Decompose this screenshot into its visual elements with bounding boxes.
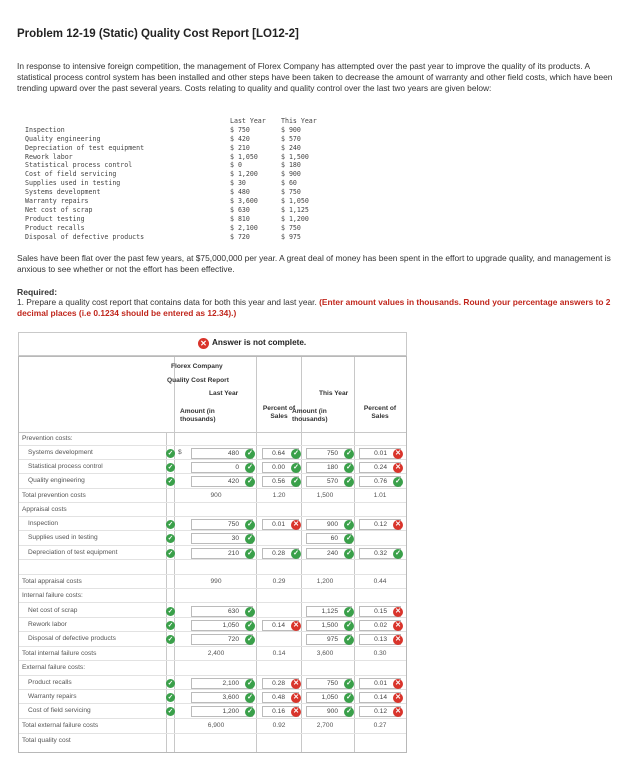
check-icon: ✓ [291, 463, 301, 473]
last-amount-input[interactable]: 2,100 ✓ [191, 678, 253, 689]
prevention-heading: Prevention costs: [22, 435, 73, 442]
check-icon: ✓ [344, 463, 354, 473]
check-icon: ✓ [167, 708, 174, 715]
check-icon: ✓ [344, 534, 354, 544]
this-amount-total: 3,600 [316, 650, 334, 657]
given-data-label: Depreciation of test equipment [25, 143, 145, 152]
this-percent-input[interactable]: 0.01 ✕ [359, 678, 401, 689]
check-icon: ✓ [167, 636, 174, 643]
this-amount-input[interactable]: 240 ✓ [306, 548, 352, 559]
check-icon: ✓ [167, 464, 174, 471]
x-icon: ✕ [291, 621, 301, 631]
given-data-label: Disposal of defective products [25, 232, 145, 241]
last-percent-input[interactable]: 0.48 ✕ [262, 692, 299, 703]
check-icon: ✓ [167, 535, 174, 542]
given-this-value: $ 570 [281, 134, 301, 143]
given-last-value: $ 420 [230, 134, 250, 143]
report-row-label: Rework labor [28, 621, 67, 628]
x-icon: ✕ [393, 520, 403, 530]
check-icon: ✓ [245, 693, 255, 703]
header-this-year: This Year [281, 117, 317, 125]
last-percent-input[interactable]: 0.28 ✕ [262, 678, 299, 689]
given-this-value: $ 1,500 [281, 152, 309, 161]
this-amount-input[interactable]: 900 ✓ [306, 519, 352, 530]
internal-heading: Internal failure costs: [22, 592, 83, 599]
check-icon: ✓ [245, 549, 255, 559]
x-icon: ✕ [393, 693, 403, 703]
given-this-value: $ 1,200 [281, 214, 309, 223]
this-amount-total: 1,200 [316, 578, 334, 585]
report-row-label: Supplies used in testing [28, 534, 98, 541]
quality-cost-report-grid [18, 356, 407, 753]
x-icon: ✕ [291, 679, 301, 689]
problem-title: Problem 12-19 (Static) Quality Cost Report [LO12-2] [17, 28, 299, 40]
last-percent-input[interactable]: 0.00 ✓ [262, 462, 299, 473]
given-data-label: Rework labor [25, 152, 73, 161]
check-icon: ✓ [344, 549, 354, 559]
check-icon: ✓ [245, 534, 255, 544]
check-icon: ✓ [167, 478, 174, 485]
given-this-value: $ 750 [281, 188, 301, 197]
check-icon: ✓ [291, 477, 301, 487]
last-percent-input[interactable]: 0.01 ✕ [262, 519, 299, 530]
this-percent-input[interactable]: 0.15 ✕ [359, 606, 401, 617]
this-year-header: This Year [319, 390, 349, 397]
given-last-value: $ 480 [230, 188, 250, 197]
check-icon: ✓ [245, 463, 255, 473]
x-icon: ✕ [393, 463, 403, 473]
this-amount-input[interactable]: 570 ✓ [306, 476, 352, 487]
x-icon: ✕ [393, 449, 403, 459]
x-circle-icon: ✕ [198, 338, 209, 349]
last-amount-input[interactable]: 0 ✓ [191, 462, 253, 473]
check-icon: ✓ [393, 477, 403, 487]
last-amount-input[interactable]: 480 ✓ [191, 448, 253, 459]
this-amount-input[interactable]: 750 ✓ [306, 678, 352, 689]
check-icon: ✓ [344, 679, 354, 689]
intro-text: In response to intensive foreign competition, the management of Florex Company has attempted over the past year to improve the quality of its products. A statistical process control system has been installed and other steps have been taken to decrease the amount of warranty and other field costs, which have been trending upward over the past several years. Costs relating to quality and quality control over the last two years are given below: [17, 61, 613, 93]
last-amount-total: 2,400 [207, 650, 225, 657]
last-amount-total: 6,900 [207, 722, 225, 729]
this-amount-input[interactable]: 1,050 ✓ [306, 692, 352, 703]
given-data-label: Product testing [25, 214, 85, 223]
check-icon: ✓ [344, 693, 354, 703]
this-percent-header: Percent of Sales [363, 405, 397, 420]
report-row-label: Depreciation of test equipment [28, 549, 118, 556]
this-percent-input[interactable]: 0.12 ✕ [359, 519, 401, 530]
dollar-sign: $ [178, 449, 182, 456]
check-icon: ✓ [245, 449, 255, 459]
report-row-label: Net cost of scrap [28, 607, 78, 614]
x-icon: ✕ [291, 693, 301, 703]
last-percent-total: 1.20 [272, 492, 286, 499]
last-percent-input[interactable]: 0.64 ✓ [262, 448, 299, 459]
report-row-label: Cost of field servicing [28, 707, 91, 714]
this-amount-input[interactable]: 1,500 ✓ [306, 620, 352, 631]
given-last-value: $ 1,050 [230, 152, 258, 161]
required-text: 1. Prepare a quality cost report that contains data for both this year and last year. (Enter amount values in thousands. Round your percentage answers to 2 decimal places (i.e 0.1234 should be entered as 12.34).) [17, 297, 611, 318]
last-amount-total: 900 [210, 492, 222, 499]
check-icon: ✓ [344, 635, 354, 645]
x-icon: ✕ [393, 621, 403, 631]
this-amount-input[interactable]: 60 ✓ [306, 533, 352, 544]
given-last-value: $ 750 [230, 125, 250, 134]
given-data-label: Warranty repairs [25, 197, 89, 206]
given-data-label: Inspection [25, 125, 65, 134]
this-percent-input[interactable]: 0.12 ✕ [359, 706, 401, 717]
x-icon: ✕ [393, 607, 403, 617]
report-row-label: Warranty repairs [28, 693, 77, 700]
given-this-value: $ 750 [281, 223, 301, 232]
last-amount-input[interactable]: 750 ✓ [191, 519, 253, 530]
check-icon: ✓ [245, 679, 255, 689]
this-percent-input[interactable]: 0.24 ✕ [359, 462, 401, 473]
check-icon: ✓ [245, 607, 255, 617]
check-icon: ✓ [393, 549, 403, 559]
total-internal-label: Total internal failure costs [22, 650, 97, 657]
given-data-label: Product recalls [25, 223, 85, 232]
this-percent-total: 0.30 [373, 650, 387, 657]
given-this-value: $ 1,125 [281, 205, 309, 214]
x-icon: ✕ [393, 707, 403, 717]
this-percent-input[interactable]: 0.14 ✕ [359, 692, 401, 703]
last-year-header: Last Year [209, 390, 239, 397]
required-label: Required: [17, 287, 58, 297]
given-last-value: $ 810 [230, 214, 250, 223]
answer-status-banner [18, 332, 407, 356]
given-data-label: Cost of field servicing [25, 170, 117, 179]
appraisal-heading: Appraisal costs [22, 506, 67, 513]
last-amount-input[interactable]: 1,200 ✓ [191, 706, 253, 717]
report-row-label: Systems development [28, 449, 93, 456]
given-last-value: $ 3,600 [230, 197, 258, 206]
check-icon: ✓ [291, 549, 301, 559]
given-data-label: Quality engineering [25, 134, 101, 143]
company-name: Florex Company [171, 363, 223, 370]
total-quality-label: Total quality cost [22, 737, 71, 744]
this-amount-input[interactable]: 180 ✓ [306, 462, 352, 473]
given-data-label: Supplies used in testing [25, 179, 121, 188]
last-percent-total: 0.92 [272, 722, 286, 729]
given-data-label: Systems development [25, 188, 101, 197]
report-row-label: Statistical process control [28, 463, 103, 470]
given-this-value: $ 975 [281, 232, 301, 241]
check-icon: ✓ [245, 520, 255, 530]
check-icon: ✓ [344, 621, 354, 631]
last-amount-header: Amount (in thousands) [180, 408, 216, 423]
last-percent-input[interactable]: 0.28 ✓ [262, 548, 299, 559]
given-data-label: Net cost of scrap [25, 205, 93, 214]
check-icon: ✓ [167, 608, 174, 615]
this-amount-input[interactable]: 975 ✓ [306, 634, 352, 645]
check-icon: ✓ [245, 635, 255, 645]
check-icon: ✓ [167, 550, 174, 557]
check-icon: ✓ [167, 680, 174, 687]
report-title: Quality Cost Report [167, 377, 229, 384]
last-amount-input[interactable]: 420 ✓ [191, 476, 253, 487]
last-percent-input[interactable]: 0.16 ✕ [262, 706, 299, 717]
check-icon: ✓ [344, 707, 354, 717]
this-percent-input[interactable]: 0.01 ✕ [359, 448, 401, 459]
this-percent-input[interactable]: 0.02 ✕ [359, 620, 401, 631]
header-last-year: Last Year [230, 117, 266, 125]
this-amount-input[interactable]: 1,125 ✓ [306, 606, 352, 617]
check-icon: ✓ [167, 450, 174, 457]
given-last-value: $ 2,100 [230, 223, 258, 232]
check-icon: ✓ [344, 520, 354, 530]
this-percent-total: 0.27 [373, 722, 387, 729]
this-percent-input[interactable]: 0.32 ✓ [359, 548, 401, 559]
last-amount-input[interactable]: 3,600 ✓ [191, 692, 253, 703]
this-percent-input[interactable]: 0.76 ✓ [359, 476, 401, 487]
last-amount-input[interactable]: 210 ✓ [191, 548, 253, 559]
last-percent-header: Percent of Sales [262, 405, 296, 420]
check-icon: ✓ [245, 477, 255, 487]
this-percent-input[interactable]: 0.13 ✕ [359, 634, 401, 645]
last-percent-total: 0.14 [272, 650, 286, 657]
last-amount-input[interactable]: 630 ✓ [191, 606, 253, 617]
this-amount-input[interactable]: 900 ✓ [306, 706, 352, 717]
given-this-value: $ 240 [281, 143, 301, 152]
answer-status-text: Answer is not complete. [212, 338, 307, 347]
given-last-value: $ 30 [230, 179, 246, 188]
this-amount-input[interactable]: 750 ✓ [306, 448, 352, 459]
given-last-value: $ 1,200 [230, 170, 258, 179]
given-last-value: $ 630 [230, 205, 250, 214]
given-last-value: $ 0 [230, 161, 242, 170]
x-icon: ✕ [393, 635, 403, 645]
check-icon: ✓ [344, 449, 354, 459]
this-amount-header: Amount (in thousands) [292, 408, 328, 423]
report-row-label: Total prevention costs [22, 492, 86, 499]
last-amount-total: 990 [210, 578, 222, 585]
report-row-label: Disposal of defective products [28, 635, 116, 642]
this-percent-total: 0.44 [373, 578, 387, 585]
report-row-label: Inspection [28, 520, 59, 527]
given-this-value: $ 60 [281, 179, 297, 188]
last-amount-input[interactable]: 720 ✓ [191, 634, 253, 645]
sales-text: Sales have been flat over the past few years, at $75,000,000 per year. A great deal of money has been spent in the effort to upgrade quality, and management is anxious to see whether or not the effort has been effective. [17, 253, 611, 274]
check-icon: ✓ [245, 621, 255, 631]
check-icon: ✓ [167, 694, 174, 701]
check-icon: ✓ [167, 521, 174, 528]
given-last-value: $ 720 [230, 232, 250, 241]
given-last-value: $ 210 [230, 143, 250, 152]
last-percent-total: 0.29 [272, 578, 286, 585]
last-amount-input[interactable]: 1,050 ✓ [191, 620, 253, 631]
report-row-label: Product recalls [28, 679, 72, 686]
this-percent-total: 1.01 [373, 492, 387, 499]
x-icon: ✕ [291, 707, 301, 717]
last-amount-input[interactable]: 30 ✓ [191, 533, 253, 544]
check-icon: ✓ [245, 707, 255, 717]
given-this-value: $ 900 [281, 170, 301, 179]
total-appraisal-label: Total appraisal costs [22, 578, 82, 585]
last-percent-input[interactable]: 0.56 ✓ [262, 476, 299, 487]
total-external-label: Total external failure costs [22, 722, 99, 729]
given-this-value: $ 1,050 [281, 197, 309, 206]
this-amount-total: 2,700 [316, 722, 334, 729]
x-icon: ✕ [291, 520, 301, 530]
last-percent-input[interactable]: 0.14 ✕ [262, 620, 299, 631]
check-icon: ✓ [291, 449, 301, 459]
check-icon: ✓ [167, 622, 174, 629]
given-this-value: $ 180 [281, 161, 301, 170]
external-heading: External failure costs: [22, 664, 86, 671]
report-row-label: Quality engineering [28, 477, 85, 484]
check-icon: ✓ [344, 607, 354, 617]
given-this-value: $ 900 [281, 125, 301, 134]
this-amount-total: 1,500 [316, 492, 334, 499]
given-data-label: Statistical process control [25, 161, 133, 170]
x-icon: ✕ [393, 679, 403, 689]
check-icon: ✓ [344, 477, 354, 487]
